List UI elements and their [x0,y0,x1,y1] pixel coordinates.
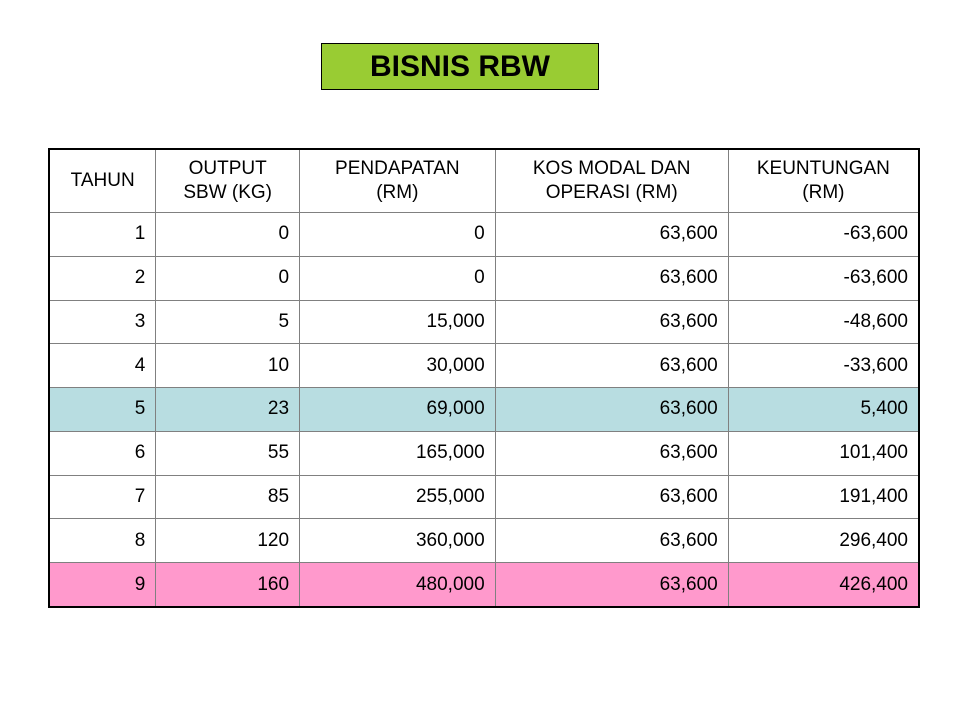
cell-profit: 191,400 [728,475,919,519]
cell-year: 9 [49,563,156,607]
cell-profit: 5,400 [728,388,919,432]
cell-revenue: 255,000 [300,475,496,519]
table-row-break-even [49,388,919,432]
cell-revenue: 360,000 [300,519,496,563]
table-row [49,213,919,257]
table-row [49,300,919,344]
header-profit: KEUNTUNGAN (RM) [728,149,919,213]
cell-cost: 63,600 [495,256,728,300]
cell-output: 23 [156,388,300,432]
cell-cost: 63,600 [495,475,728,519]
cell-revenue: 69,000 [300,388,496,432]
cell-year: 1 [49,213,156,257]
cell-output: 0 [156,256,300,300]
table-row [49,431,919,475]
cell-output: 5 [156,300,300,344]
cell-profit: 296,400 [728,519,919,563]
cell-revenue: 480,000 [300,563,496,607]
cell-output: 85 [156,475,300,519]
cell-year: 2 [49,256,156,300]
cell-profit: -48,600 [728,300,919,344]
cell-year: 4 [49,344,156,388]
header-output: OUTPUT SBW (KG) [156,149,300,213]
cell-cost: 63,600 [495,563,728,607]
table-row [49,256,919,300]
cell-output: 55 [156,431,300,475]
table-header-row [49,149,919,213]
header-cost: KOS MODAL DAN OPERASI (RM) [495,149,728,213]
cell-revenue: 165,000 [300,431,496,475]
table-row [49,519,919,563]
cell-profit: -33,600 [728,344,919,388]
table-row [49,344,919,388]
cell-cost: 63,600 [495,213,728,257]
cell-profit: -63,600 [728,256,919,300]
table-row [49,475,919,519]
cell-year: 5 [49,388,156,432]
cell-revenue: 0 [300,256,496,300]
cell-profit: 426,400 [728,563,919,607]
cell-output: 120 [156,519,300,563]
header-revenue: PENDAPATAN (RM) [300,149,496,213]
business-table [48,148,920,608]
cell-cost: 63,600 [495,519,728,563]
cell-profit: 101,400 [728,431,919,475]
cell-output: 10 [156,344,300,388]
cell-year: 7 [49,475,156,519]
cell-cost: 63,600 [495,388,728,432]
header-year: TAHUN [49,149,156,213]
cell-output: 160 [156,563,300,607]
cell-year: 3 [49,300,156,344]
cell-cost: 63,600 [495,300,728,344]
table-row-final [49,563,919,607]
cell-year: 6 [49,431,156,475]
cell-cost: 63,600 [495,431,728,475]
cell-year: 8 [49,519,156,563]
cell-profit: -63,600 [728,213,919,257]
cell-revenue: 15,000 [300,300,496,344]
cell-cost: 63,600 [495,344,728,388]
cell-revenue: 0 [300,213,496,257]
page-title: BISNIS RBW [321,43,599,90]
cell-output: 0 [156,213,300,257]
cell-revenue: 30,000 [300,344,496,388]
